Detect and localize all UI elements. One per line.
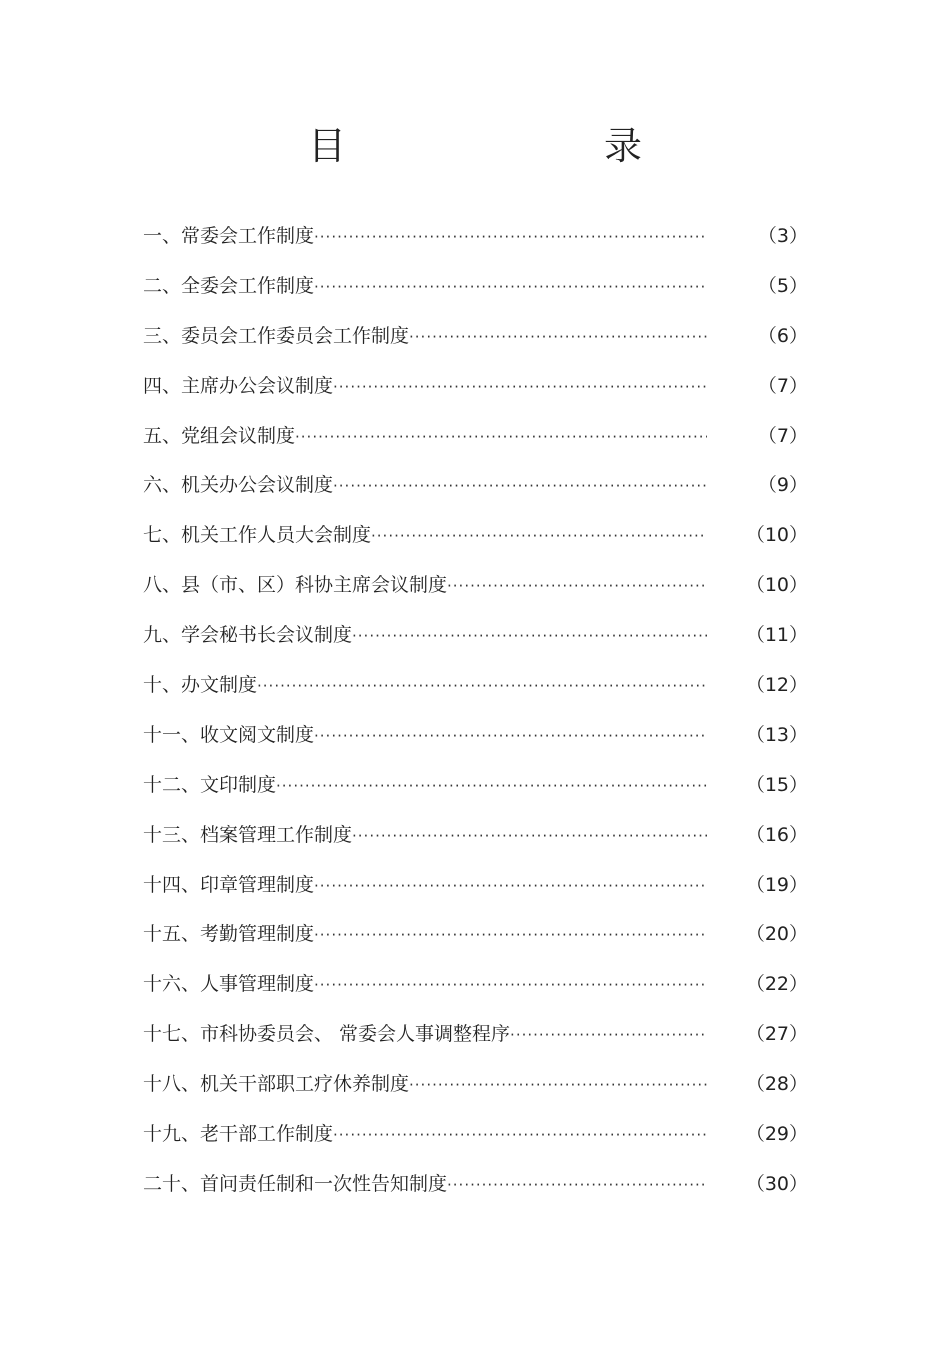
toc-entry-page: （19） <box>745 873 808 896</box>
dot-leader <box>314 976 707 994</box>
page-title: 目 录 <box>307 124 752 168</box>
toc-entry-title: 十三、档案管理工作制度 <box>143 823 353 846</box>
toc-entry-title: 十、办文制度 <box>143 674 258 697</box>
toc-entry-title: 五、党组会议制度 <box>143 424 296 447</box>
dot-leader <box>314 877 707 895</box>
dot-leader <box>510 1026 707 1044</box>
dot-leader <box>295 428 707 446</box>
dot-leader <box>409 328 707 346</box>
toc-entry-title: 七、机关工作人员大会制度 <box>143 524 372 547</box>
toc-entry-page: （5） <box>757 274 808 297</box>
toc-entry[interactable] <box>143 720 808 770</box>
toc-entry-page: （7） <box>757 374 808 397</box>
toc-entry[interactable] <box>143 620 808 670</box>
toc-entry[interactable] <box>143 870 808 920</box>
toc-entry[interactable] <box>143 321 808 371</box>
toc-entry-title: 十九、老干部工作制度 <box>143 1123 334 1146</box>
dot-leader <box>314 727 707 745</box>
toc-entry-title: 三、委员会工作委员会工作制度 <box>143 324 410 347</box>
toc-entry[interactable] <box>143 919 808 969</box>
dot-leader <box>371 527 707 545</box>
toc-entry-title: 十五、考勤管理制度 <box>143 923 315 946</box>
dot-leader <box>447 1176 707 1194</box>
toc-entry-page: （15） <box>745 773 808 796</box>
toc-entry-page: （7） <box>757 424 808 447</box>
toc-entry-title: 二十、首问责任制和一次性告知制度 <box>143 1172 448 1195</box>
toc-entry-title: 十八、机关干部职工疗休养制度 <box>143 1073 410 1096</box>
toc-entry-page: （16） <box>745 823 808 846</box>
toc-entry-title: 六、机关办公会议制度 <box>143 474 334 497</box>
toc-entry-page: （6） <box>757 324 808 347</box>
toc-entry-page: （22） <box>745 973 808 996</box>
toc-entry[interactable] <box>143 670 808 720</box>
toc-entry[interactable] <box>143 969 808 1019</box>
toc-entry[interactable] <box>143 770 808 820</box>
toc-entry[interactable] <box>143 221 808 271</box>
table-of-contents <box>143 221 808 1219</box>
toc-entry-title: 十二、文印制度 <box>143 773 277 796</box>
toc-entry-page: （12） <box>745 674 808 697</box>
toc-entry-page: （11） <box>745 624 808 647</box>
toc-entry-title: 四、主席办公会议制度 <box>143 374 334 397</box>
dot-leader <box>314 228 707 246</box>
dot-leader <box>352 827 707 845</box>
toc-entry-page: （20） <box>745 923 808 946</box>
toc-entry-title: 十一、收文阅文制度 <box>143 723 315 746</box>
toc-entry-page: （27） <box>745 1023 808 1046</box>
toc-entry[interactable] <box>143 1019 808 1069</box>
toc-entry-page: （28） <box>745 1073 808 1096</box>
toc-entry-page: （13） <box>745 723 808 746</box>
toc-entry-title: 一、常委会工作制度 <box>143 225 315 247</box>
toc-entry-title: 二、全委会工作制度 <box>143 274 315 297</box>
toc-entry-page: （3） <box>757 225 808 247</box>
dot-leader <box>333 378 707 396</box>
toc-entry-page: （10） <box>745 574 808 597</box>
toc-entry[interactable] <box>143 570 808 620</box>
toc-entry-page: （30） <box>745 1172 808 1195</box>
toc-entry[interactable] <box>143 1169 808 1219</box>
toc-entry-page: （29） <box>745 1123 808 1146</box>
toc-entry-title: 十四、印章管理制度 <box>143 873 315 896</box>
toc-entry[interactable] <box>143 421 808 471</box>
toc-entry-title: 九、学会秘书长会议制度 <box>143 624 353 647</box>
dot-leader <box>314 926 707 944</box>
toc-entry-title: 十六、人事管理制度 <box>143 973 315 996</box>
toc-entry-page: （10） <box>745 524 808 547</box>
toc-entry[interactable] <box>143 371 808 421</box>
dot-leader <box>352 627 707 645</box>
toc-entry[interactable] <box>143 1119 808 1169</box>
dot-leader <box>276 777 707 795</box>
dot-leader <box>257 677 707 695</box>
toc-entry[interactable] <box>143 470 808 520</box>
toc-entry[interactable] <box>143 520 808 570</box>
toc-entry[interactable] <box>143 1069 808 1119</box>
dot-leader <box>447 577 707 595</box>
toc-entry-title: 十七、市科协委员会、 常委会人事调整程序 <box>143 1023 511 1046</box>
toc-entry-page: （9） <box>757 474 808 497</box>
toc-entry[interactable] <box>143 820 808 870</box>
dot-leader <box>333 477 707 495</box>
dot-leader <box>333 1126 707 1144</box>
toc-entry[interactable] <box>143 271 808 321</box>
dot-leader <box>314 278 707 296</box>
toc-entry-title: 八、县（市、区）科协主席会议制度 <box>143 574 448 597</box>
dot-leader <box>409 1076 707 1094</box>
